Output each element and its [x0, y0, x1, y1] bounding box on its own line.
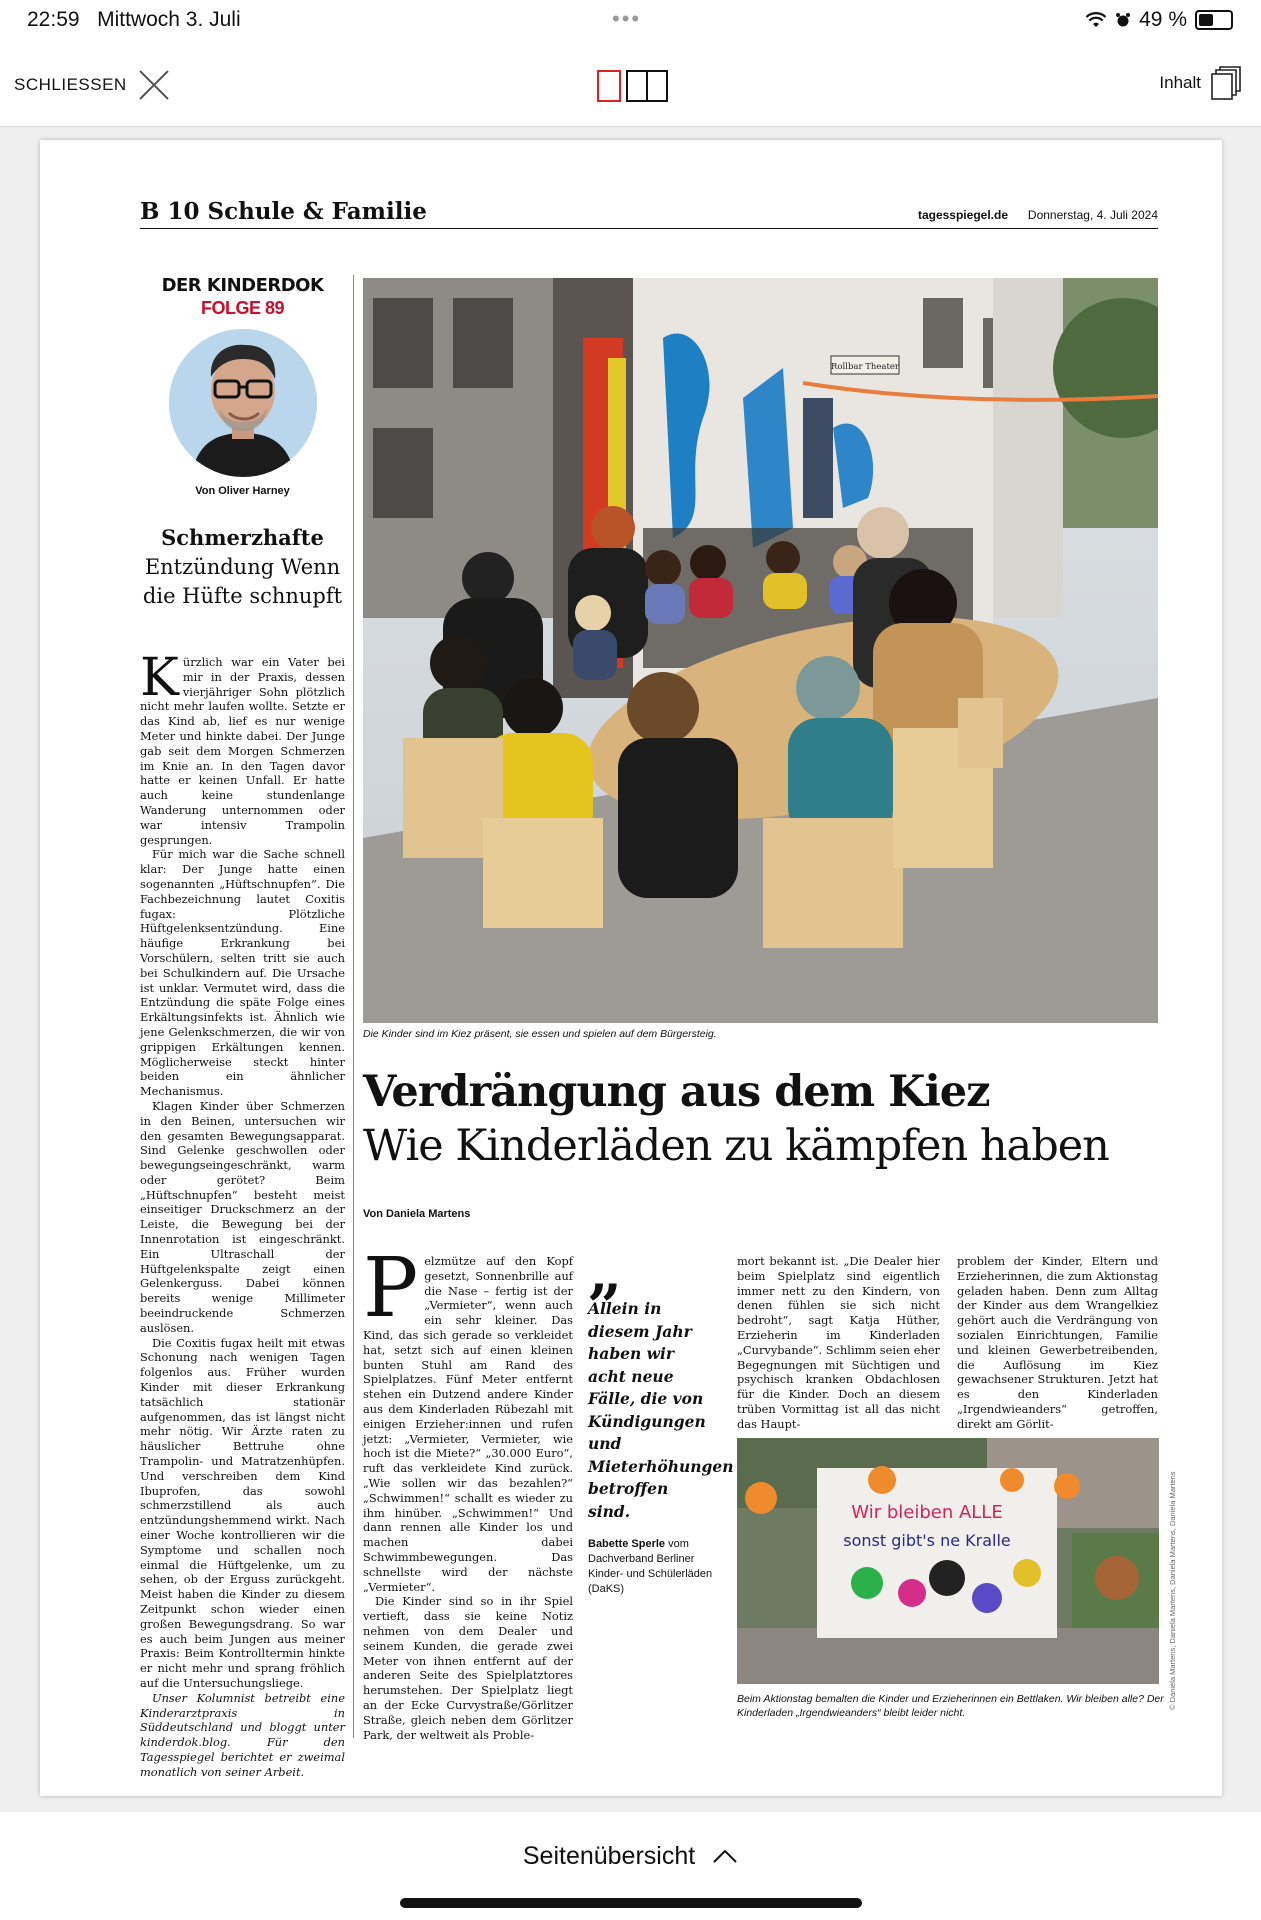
column-byline: Von Oliver Harney: [195, 485, 290, 497]
contents-button[interactable]: [1159, 66, 1241, 100]
column-paragraph: [140, 648, 345, 847]
battery-icon: [1195, 10, 1233, 30]
page-overview-label: Seitenübersicht: [522, 1842, 696, 1870]
quote-mark: „: [588, 1238, 623, 1308]
page-overview-button[interactable]: [0, 1842, 1261, 1871]
column-dropcap: K: [140, 648, 179, 708]
close-label: SCHLIESSEN: [14, 75, 127, 94]
status-bar: [0, 0, 1261, 42]
status-date: Mittwoch 3. Juli: [97, 8, 241, 31]
quote-source: [588, 1537, 713, 1597]
quote-source-name: Babette Sperle: [588, 1538, 666, 1550]
column-paragraph: Klagen Kinder über Schmerzen in den Beinen, untersuchen wir den gesamten Bewegungsapparat. Sind Gelenke geschwollen oder bewegungseingeschränkt, warm oder gerötet? Beim „Hüftschnupfen“ besteht meist einseitiger Druckschmerz an der Leiste, die Bewegung bei der Innenrotation ist eingeschränkt. Ein Ultraschall der Hüftgelenkspalte zeigt einen Gelenkerguss. Dabei können bereits wenige Millimeter beeindruckende Schmerzen auslösen.: [140, 1098, 345, 1335]
article-paragraph: mort bekannt ist. „Die Dealer hier beim Spielplatz sind eigentlich immer nett zu den Kindern, von denen fühlen sie sich nicht bedroht“, sagt Katja Hüther, Erzieherin im Kinderladen „Curvybande“. Schlimm seien eher Begegnungen mit Süchtigen und psychisch kranken Obdachlosen für die Kinder. Doch an diesem trüben Vormittag ist all das nicht das Haupt-: [737, 1254, 941, 1431]
column-headline: [140, 523, 345, 611]
banner-photo: [737, 1438, 1159, 1684]
reader-toolbar: [0, 42, 1261, 127]
close-button[interactable]: [14, 68, 171, 102]
issue-date: Donnerstag, 4. Juli 2024: [1027, 208, 1158, 222]
banner-text-1: Wir bleiben ALLE: [851, 1502, 1003, 1523]
double-page-view-button[interactable]: [626, 70, 668, 102]
article-headline: [363, 1065, 1158, 1173]
main-photo: [363, 278, 1158, 1023]
article-column-1: [363, 1241, 573, 1742]
contents-label: Inhalt: [1159, 73, 1201, 92]
article-paragraph: problem der Kinder, Eltern und Erzieherinnen, die zum Aktionstag geladen haben. Denn zum Alltag der Kinder aus dem Wrangelkiez gehört auch die Verdrängung von sozialen Einrichtungen, Familie und kleinen Gewerbetreibenden, die Auflösung im Kiez gewachsener Strukturen. Jetzt hat es den Kinderladen „Irgendwieanders“ getroffen, direkt am Görlit-: [957, 1254, 1158, 1431]
status-icons: [1085, 8, 1233, 32]
status-time: 22:59: [27, 8, 80, 31]
banner-photo-caption: Beim Aktionstag bemalten die Kinder und Erzieherinnen ein Bettlaken. Wir bleiben alle? Der Kinderladen „Irgendwieanders“ bleibt leider nicht.: [737, 1693, 1164, 1719]
article-paragraph: [363, 1241, 573, 1594]
wifi-icon: [1085, 12, 1107, 28]
article-dropcap: P: [363, 1241, 419, 1336]
newspaper-page[interactable]: [40, 140, 1222, 1796]
article-paragraph-text: elzmütze auf den Kopf gesetzt, Sonnenbrille auf die Nase – fertig ist der „Vermieter“, wenn auch ein sehr kleiner. Das Kind, das sich gerade so verkleidet hat, setzt sich auf einen kleinen bunten Stuhl am Rand des Spielplatzes. Fünf Meter entfernt stehen ein Dutzend andere Kinder aus dem Kinderladen Rübezahl mit einigen Erzieher:innen und rufen jetzt: „Vermieter, Vermieter, wie hoch ist die Miete?“ „30.000 Euro“, ruft das verkleidete Kind zurück. „Wie sollen wir das bezahlen?“ „Schwimmen!“ schallt es wieder zu ihm hinüber. „Schwimmen!“ Und dann rennen alle Kinder los und machen dabei Schwimmbewegungen. Das schnellste wird der nächste „Vermieter“.: [363, 1254, 573, 1594]
column-body: [140, 648, 345, 1780]
single-page-view-button[interactable]: [597, 70, 621, 102]
article-byline: Von Daniela Martens: [363, 1208, 471, 1220]
chevron-up-icon: [712, 1848, 738, 1864]
column-paragraph-text: ürzlich war ein Vater bei mir in der Praxis, dessen vierjähriger Sohn plötzlich nicht mehr laufen wollte. Setzte er das Kind ab, lief es nur wenige Meter und hinkte dabei. Der Junge gab seit dem Morgen Schmerzen im Knie an. In den Tagen davor hatte er keinen Unfall. Er hatte auch keine stundenlange Wanderung unternommen oder war intensiv Trampolin gesprungen.: [140, 655, 345, 847]
column-headline-bold: Schmerzhafte: [161, 525, 324, 550]
pages-stack-icon: [1211, 66, 1241, 100]
column-kicker: DER KINDERDOK: [161, 275, 324, 296]
column-episode: FOLGE 89: [200, 298, 285, 318]
article-column-4: [957, 1254, 1158, 1432]
section-title: B 10 Schule & Familie: [140, 198, 427, 225]
photo-credits: © Daniela Martens, Daniela Martens, Daniela Martens, Daniela Martens: [1168, 1471, 1177, 1710]
page-header: [140, 198, 1158, 229]
site-name: tagesspiegel.de: [917, 208, 1008, 222]
article-column-3: [737, 1254, 940, 1432]
kinderdok-column: [140, 275, 345, 1780]
close-icon: [137, 68, 171, 102]
column-headline-rest: Entzündung Wenn die Hüfte schnupft: [142, 555, 343, 608]
main-photo-caption: Die Kinder sind im Kiez präsent, sie essen und spielen auf dem Bürgersteig.: [363, 1028, 717, 1040]
alarm-icon: [1115, 12, 1131, 28]
quote-source-rest: vom Dachverband Berliner Kinder- und Schülerläden (DaKS): [588, 1538, 713, 1595]
multitask-dots-icon[interactable]: •••: [612, 6, 642, 31]
column-paragraph: Die Coxitis fugax heilt mit etwas Schonung nach wenigen Tagen folgenlos aus. Früher wurden Kinder mit dieser Erkrankung tatsächlich stationär aufgenommen, das ist längst nicht mehr nötig. Wir Ärzte raten zu häuslicher Bettruhe ohne Trampolin- und Matratzenhüpfen. Und verschreiben dem Kind Ibuprofen, das sowohl schmerzstillend als auch entzündungshemmend wirkt. Nach einer Woche kontrollieren wir die Symptome und schallen noch einmal die Hüftgelenke, um zu sehen, ob der Erguss zurückgeht. Meist haben die Kinder zu diesem Zeitpunkt schon wieder einen großen Bewegungsdrang. So war es auch beim Jungen aus meiner Praxis: Beim Kontrolltermin hinkte er nicht mehr und sprang fröhlich auf die Untersuchungsliege.: [140, 1335, 345, 1690]
headline-line-1: Verdrängung aus dem Kiez: [363, 1067, 990, 1117]
bottom-bar: [0, 1812, 1261, 1920]
home-indicator[interactable]: [400, 1898, 862, 1908]
battery-percent: 49 %: [1139, 8, 1187, 31]
column-author-note: Unser Kolumnist betreibt eine Kinderarztpraxis in Süddeutschland und bloggt unter kinderdok.blog. Für den Tagesspiegel berichtet er zweimal monatlich von seiner Arbeit.: [140, 1690, 345, 1779]
pull-quote: [588, 1238, 734, 1597]
headline-line-2: Wie Kinderläden zu kämpfen haben: [363, 1121, 1109, 1171]
column-divider: [353, 275, 354, 1738]
theater-sign-text: Rollbar Theater: [831, 362, 899, 372]
author-avatar: [169, 329, 317, 477]
article-paragraph: Die Kinder sind so in ihr Spiel vertieft, dass sie keine Notiz nehmen von dem Dealer und seinem Kunden, die gerade zwei Meter von ihnen entfernt auf der anderen Seite des Spielplatztores herumstehen. Der Spielplatz liegt an der Ecke Curvystraße/Görlitzer Straße, gleich neben dem Görlitzer Park, der weltweit als Proble-: [363, 1594, 573, 1742]
column-paragraph: Für mich war die Sache schnell klar: Der Junge hatte einen sogenannten „Hüftschnupfen“. Die Fachbezeichnung lautet Coxitis fugax: Plötzliche Hüftgelenksentzündung. Eine häufige Erkrankung bei Vorschülern, selten tritt sie auch bei Schulkindern auf. Die Ursache ist unklar. Vermutet wird, dass die Entzündung die späte Folge eines Erkältungsinfekts ist. Ähnlich wie jene Gelenkschmerzen, die wir von grippigen Erkältungen kennen. Möglicherweise steckt hinter beiden ein ähnlicher Mechanismus.: [140, 847, 345, 1099]
status-time-date: [27, 8, 241, 32]
quote-text: Allein in diesem Jahr haben wir acht neue Fälle, die von Kündigungen und Mieterhöhungen betroffen sind.: [588, 1299, 734, 1521]
banner-text-2: sonst gibt's ne Kralle: [843, 1531, 1011, 1550]
